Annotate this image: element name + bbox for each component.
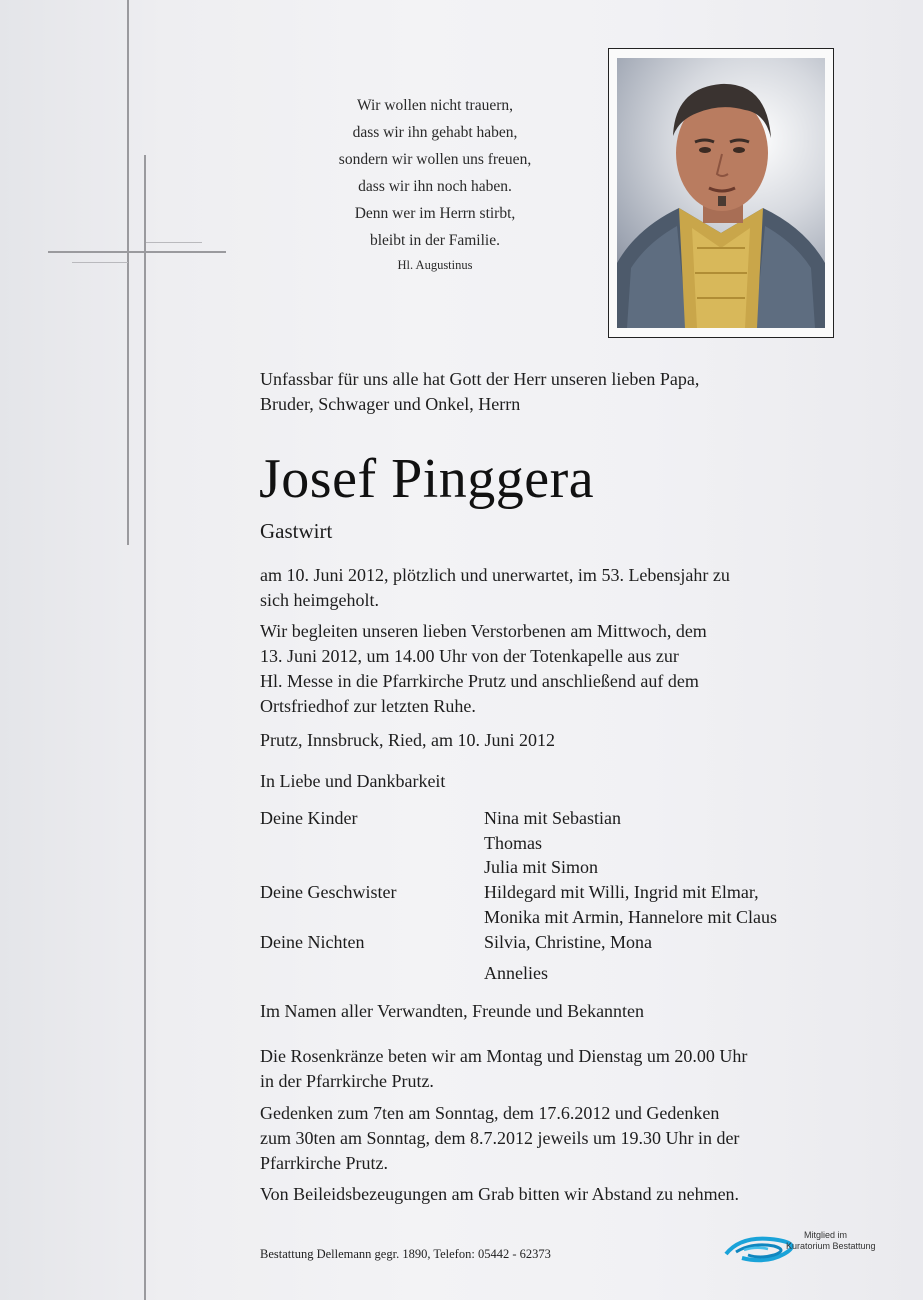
logo-text-line1: Mitglied im: [804, 1230, 848, 1240]
death-notice-line: am 10. Juni 2012, plötzlich und unerwartet, im 53. Lebensjahr zu: [260, 565, 730, 585]
portrait-frame: [608, 48, 834, 338]
portrait-illustration: [617, 58, 825, 328]
rosary-text: [260, 1044, 747, 1094]
deceased-name: Josef Pinggera: [259, 448, 595, 510]
logo-text-line2: Kuratorium Bestattung: [786, 1241, 876, 1251]
quote-line: dass wir ihn noch haben.: [358, 178, 512, 195]
rosary-line: Die Rosenkränze beten wir am Montag und Dienstag um 20.00 Uhr: [260, 1046, 748, 1066]
place-date: Prutz, Innsbruck, Ried, am 10. Juni 2012: [260, 730, 555, 750]
rosary-line: in der Pfarrkirche Prutz.: [260, 1071, 434, 1091]
memorial-line: Gedenken zum 7ten am Sonntag, dem 17.6.2012 und Gedenken: [260, 1103, 720, 1123]
cross-horizontal-shadow-left: [72, 262, 128, 263]
quote-line: Wir wollen nicht trauern,: [356, 97, 514, 114]
quote-line: bleibt in der Familie.: [369, 232, 500, 249]
intro-line: Unfassbar für uns alle hat Gott der Herr unseren lieben Papa,: [260, 369, 700, 389]
gratitude-text: In Liebe und Dankbarkeit: [260, 771, 446, 791]
quote-line: Denn wer im Herrn stirbt,: [354, 205, 516, 222]
cross-horizontal: [48, 251, 226, 253]
footer-text: Bestattung Dellemann gegr. 1890, Telefon: 05442 - 62373: [260, 1247, 551, 1261]
quote-block: [300, 92, 570, 276]
sibling-entry: Monika mit Armin, Hannelore mit Claus: [484, 907, 777, 927]
cross-vertical-right: [144, 155, 146, 1300]
child-entry: Julia mit Simon: [484, 857, 599, 877]
quote-line: dass wir ihn gehabt haben,: [352, 124, 518, 141]
intro-text: [260, 367, 699, 417]
funeral-line: 13. Juni 2012, um 14.00 Uhr von der Totenkapelle aus zur: [260, 646, 679, 666]
children-label: Deine Kinder: [260, 808, 358, 828]
child-entry: Thomas: [484, 833, 542, 853]
nieces-label: Deine Nichten: [260, 932, 365, 952]
siblings-label: Deine Geschwister: [260, 882, 397, 902]
memorial-text: [260, 1101, 739, 1176]
child-entry: Nina mit Sebastian: [484, 808, 621, 828]
quote-author: Hl. Augustinus: [397, 258, 473, 272]
cross-vertical-left: [127, 0, 129, 545]
sibling-entry: Hildegard mit Willi, Ingrid mit Elmar,: [484, 882, 759, 902]
cross-horizontal-shadow-right: [146, 242, 202, 243]
on-behalf-text: Im Namen aller Verwandten, Freunde und Bekannten: [260, 1001, 645, 1021]
funeral-text: [260, 619, 707, 719]
funeral-line: Hl. Messe in die Pfarrkirche Prutz und anschließend auf dem: [260, 671, 699, 691]
condolence-text: Von Beileidsbezeugungen am Grab bitten wir Abstand zu nehmen.: [260, 1184, 740, 1204]
portrait-photo: [617, 58, 825, 328]
memorial-line: zum 30ten am Sonntag, dem 8.7.2012 jeweils um 19.30 Uhr in der: [260, 1128, 740, 1148]
memorial-line: Pfarrkirche Prutz.: [260, 1153, 388, 1173]
logo-text: [786, 1230, 876, 1252]
death-notice-line: sich heimgeholt.: [260, 590, 379, 610]
quote-line: sondern wir wollen uns freuen,: [338, 151, 532, 168]
funeral-line: Ortsfriedhof zur letzten Ruhe.: [260, 696, 476, 716]
niece-entry: Silvia, Christine, Mona: [484, 932, 652, 952]
intro-line: Bruder, Schwager und Onkel, Herrn: [260, 394, 521, 414]
funeral-line: Wir begleiten unseren lieben Verstorbenen am Mittwoch, dem: [260, 621, 707, 641]
death-notice: [260, 563, 730, 613]
deceased-occupation: Gastwirt: [260, 519, 333, 543]
extra-relative: Annelies: [484, 963, 548, 983]
